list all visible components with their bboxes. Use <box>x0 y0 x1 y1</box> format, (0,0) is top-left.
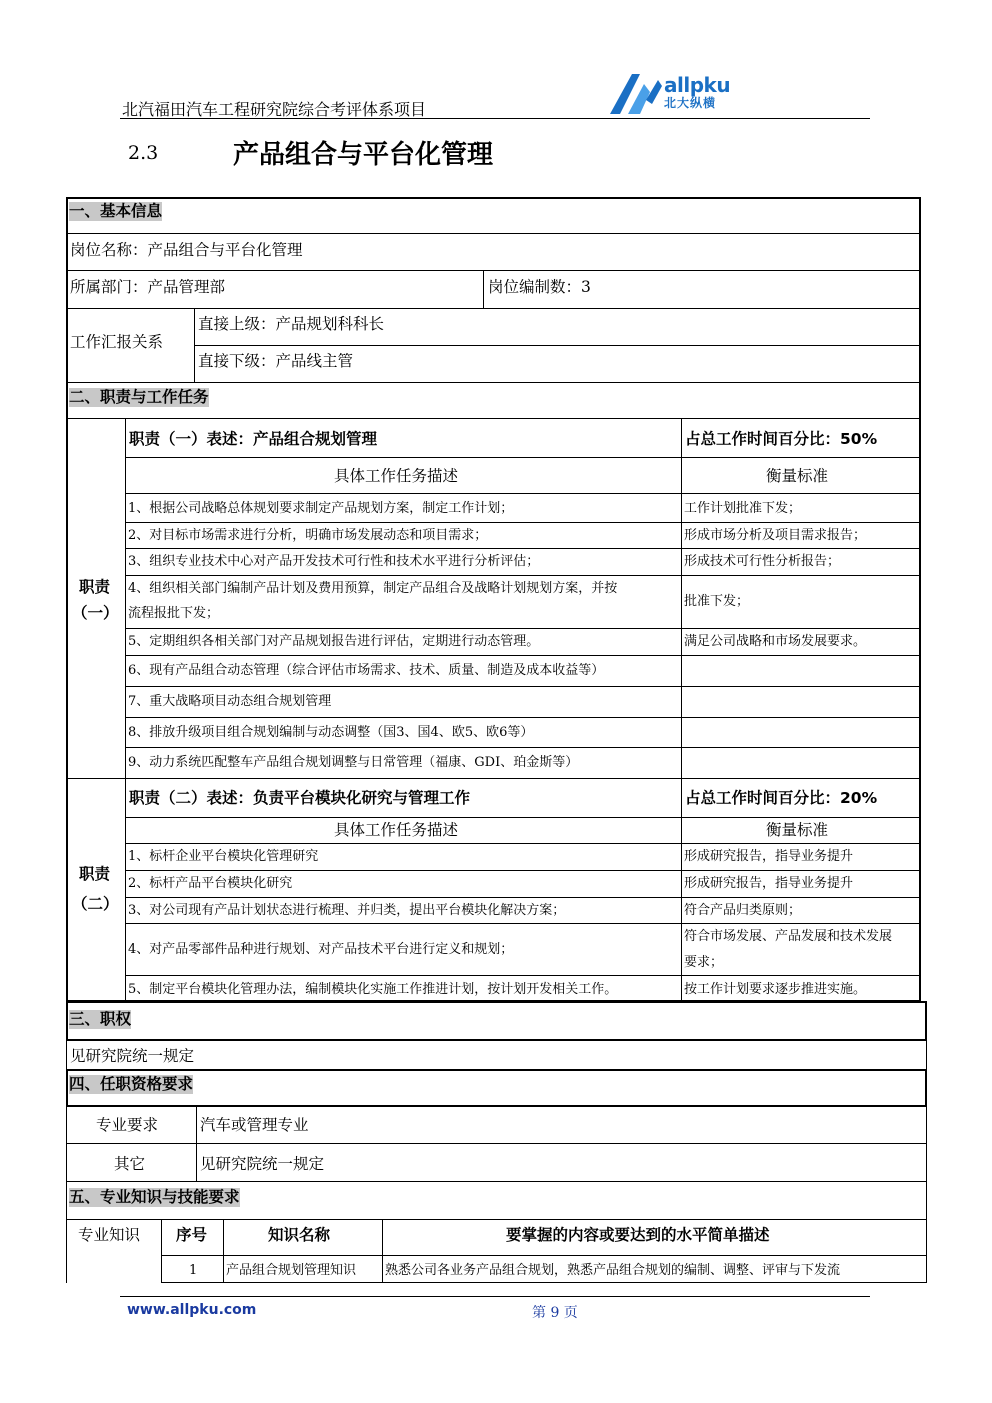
knowledge-row-name: 产品组合规划管理知识 <box>226 1263 357 1278</box>
section-title: 产品组合与平台化管理 <box>233 140 494 170</box>
duty1-task: 6、现有产品组合动态管理（综合评估市场需求、技术、质量、制造及成本收益等） <box>128 663 605 678</box>
knowledge-col-name: 知识名称 <box>268 1226 331 1244</box>
knowledge-heading: 五、专业知识与技能要求 <box>69 1188 240 1206</box>
authority-heading: 三、职权 <box>69 1010 132 1028</box>
duty1-task-cont: 流程报批下发； <box>128 606 220 621</box>
knowledge-row-desc: 熟悉公司各业务产品组合规划，熟悉产品组合规划的编制、调整、评审与下发流 <box>385 1263 841 1278</box>
duty2-std: 按工作计划要求逐步推进实施。 <box>684 982 867 997</box>
duty1-title: 职责（一）表述：产品组合规划管理 <box>129 430 378 448</box>
duty1-std: 形成技术可行性分析报告； <box>684 554 841 569</box>
duty1-task: 5、定期组织各相关部门对产品规划报告进行评估，定期进行动态管理。 <box>128 634 540 649</box>
page-number: 第 9 页 <box>532 1305 578 1321</box>
authority-text: 见研究院统一规定 <box>70 1047 195 1065</box>
department: 所属部门：产品管理部 <box>70 278 226 296</box>
project-title: 北汽福田汽车工程研究院综合考评体系项目 <box>122 100 427 119</box>
duty2-side-label: 职责 <box>79 865 111 883</box>
duty2-std: 形成研究报告，指导业务提升 <box>684 876 854 891</box>
duty1-col-std: 衡量标准 <box>766 467 829 485</box>
duty1-task: 8、排放升级项目组合规划编制与动态调整（国3、国4、欧5、欧6等） <box>128 725 534 740</box>
duty1-task: 3、组织专业技术中心对产品开发技术可行性和技术水平进行分析评估； <box>128 554 540 569</box>
knowledge-side-label: 专业知识 <box>78 1226 141 1244</box>
duty2-task: 2、标杆产品平台模块化研究 <box>128 876 293 891</box>
duty2-task: 5、制定平台模块化管理办法，编制模块化实施工作推进计划，按计划开发相关工作。 <box>128 982 618 997</box>
footer-url-link[interactable]: www.allpku.com <box>127 1302 257 1318</box>
duty2-std-cont: 要求； <box>684 955 724 970</box>
post-name: 岗位名称：产品组合与平台化管理 <box>70 241 303 259</box>
duty1-task: 9、动力系统匹配整车产品组合规划调整与日常管理（福康、GDI、珀金斯等） <box>128 755 579 770</box>
duty2-std: 形成研究报告，指导业务提升 <box>684 849 854 864</box>
duty2-side-number: （二） <box>72 895 119 913</box>
duties-heading: 二、职责与工作任务 <box>69 388 209 406</box>
duty2-task: 4、对产品零部件品种进行规划、对产品技术平台进行定义和规划； <box>128 942 514 957</box>
duty1-task: 1、根据公司战略总体规划要求制定产品规划方案，制定工作计划； <box>128 501 514 516</box>
header-divider <box>120 118 870 119</box>
footer-divider <box>120 1296 870 1297</box>
knowledge-col-desc: 要掌握的内容或要达到的水平简单描述 <box>506 1226 770 1244</box>
section-number: 2.3 <box>128 142 159 164</box>
duty2-task: 3、对公司现有产品计划状态进行梳理、并归类，提出平台模块化解决方案； <box>128 903 566 918</box>
knowledge-row-no: 1 <box>189 1263 198 1278</box>
duty1-task: 7、重大战略项目动态组合规划管理 <box>128 694 332 709</box>
qualification-heading: 四、任职资格要求 <box>69 1075 194 1093</box>
other-value: 见研究院统一规定 <box>200 1155 325 1173</box>
duty1-task: 4、组织相关部门编制产品计划及费用预算，制定产品组合及战略计划规划方案，并按 <box>128 581 618 596</box>
knowledge-col-no: 序号 <box>176 1226 208 1244</box>
duty2-col-std: 衡量标准 <box>766 821 829 839</box>
duty1-std: 形成市场分析及项目需求报告； <box>684 528 867 543</box>
duty1-col-task: 具体工作任务描述 <box>334 467 459 485</box>
duty2-ratio: 占总工作时间百分比：20% <box>685 789 878 807</box>
report-relation-label: 工作汇报关系 <box>70 333 164 351</box>
logo-text-en: allpku <box>664 73 731 97</box>
duty1-std: 满足公司战略和市场发展要求。 <box>684 634 867 649</box>
duty2-col-task: 具体工作任务描述 <box>334 821 459 839</box>
direct-superior: 直接上级：产品规划科科长 <box>198 315 385 333</box>
duty2-std: 符合市场发展、产品发展和技术发展 <box>684 929 893 944</box>
duty1-ratio: 占总工作时间百分比：50% <box>685 430 878 448</box>
duty2-std: 符合产品归类原则； <box>684 903 802 918</box>
major-value: 汽车或管理专业 <box>200 1116 309 1134</box>
duty1-std: 工作计划批准下发； <box>684 501 802 516</box>
other-label: 其它 <box>114 1155 146 1173</box>
duty1-task: 2、对目标市场需求进行分析，明确市场发展动态和项目需求； <box>128 528 488 543</box>
duty2-task: 1、标杆企业平台模块化管理研究 <box>128 849 319 864</box>
major-label: 专业要求 <box>96 1116 159 1134</box>
duty1-side-label: 职责 <box>79 578 111 596</box>
duty2-title: 职责（二）表述：负责平台模块化研究与管理工作 <box>129 789 471 807</box>
duty1-side-number: （一） <box>72 604 119 622</box>
basic-info-heading: 一、基本信息 <box>69 202 163 220</box>
direct-subordinate: 直接下级：产品线主管 <box>198 352 354 370</box>
headcount: 岗位编制数：3 <box>488 278 591 296</box>
duty1-std: 批准下发； <box>684 594 750 609</box>
logo-text-cn: 北大纵横 <box>664 96 717 110</box>
